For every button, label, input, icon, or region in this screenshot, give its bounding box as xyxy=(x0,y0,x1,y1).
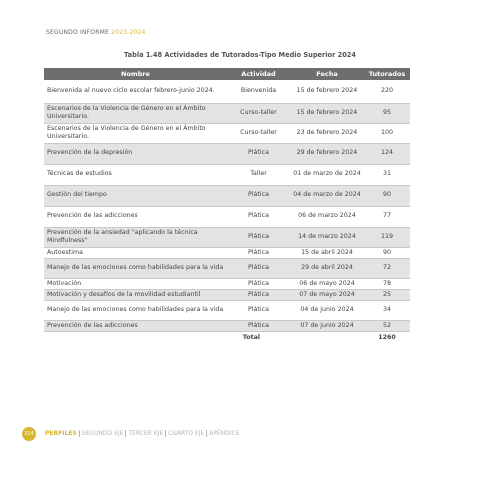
cell-fecha: 01 de marzo de 2024 xyxy=(290,164,364,185)
cell-tutorados: 119 xyxy=(364,227,410,247)
cell-actividad: Plática xyxy=(227,206,290,227)
cell-tutorados: 124 xyxy=(364,143,410,164)
cell-fecha: 04 de junio 2024 xyxy=(290,300,364,320)
table-row xyxy=(44,227,410,247)
total-value: 1260 xyxy=(378,334,396,342)
nav-item-apendice[interactable]: APÉNDICE xyxy=(206,430,241,437)
cell-tutorados: 90 xyxy=(364,185,410,206)
table-row xyxy=(44,80,410,103)
table-row xyxy=(44,123,410,143)
cell-fecha: 23 de febrero 2024 xyxy=(290,123,364,143)
cell-nombre: Autoestima xyxy=(44,247,227,258)
table-row xyxy=(44,289,410,300)
cell-tutorados: 78 xyxy=(364,278,410,289)
cell-actividad: Plática xyxy=(227,143,290,164)
column-header-tutorados: Tutorados xyxy=(364,68,410,80)
cell-actividad: Plática xyxy=(227,185,290,206)
report-header xyxy=(46,29,146,36)
cell-actividad: Plática xyxy=(227,258,290,278)
cell-fecha: 07 de mayo 2024 xyxy=(290,289,364,300)
table-title: Tabla 1.48 Actividades de Tutorados-Tipo Medio Superior 2024 xyxy=(124,51,356,59)
cell-tutorados: 31 xyxy=(364,164,410,185)
cell-fecha: 14 de marzo 2024 xyxy=(290,227,364,247)
cell-actividad: Plática xyxy=(227,227,290,247)
cell-tutorados: 72 xyxy=(364,258,410,278)
nav-item-segundo-eje[interactable]: SEGUNDO EJE xyxy=(79,430,126,437)
cell-nombre: Motivación xyxy=(44,278,227,289)
column-header-fecha: Fecha xyxy=(290,68,364,80)
table-row xyxy=(44,164,410,185)
cell-fecha: 29 de abril 2024 xyxy=(290,258,364,278)
table-row xyxy=(44,143,410,164)
total-label: Total xyxy=(242,334,260,342)
table-row xyxy=(44,300,410,320)
report-name: SEGUNDO INFORME xyxy=(46,29,109,36)
cell-fecha: 07 de junio 2024 xyxy=(290,320,364,331)
cell-actividad: Plática xyxy=(227,320,290,331)
table-row xyxy=(44,103,410,123)
cell-nombre: Técnicas de estudios xyxy=(44,164,227,185)
cell-nombre: Motivación y desafíos de la movilidad estudiantil xyxy=(44,289,227,300)
cell-tutorados: 34 xyxy=(364,300,410,320)
cell-tutorados: 90 xyxy=(364,247,410,258)
cell-actividad: Curso-taller xyxy=(227,123,290,143)
table-row xyxy=(44,320,410,331)
cell-fecha: 15 de abril 2024 xyxy=(290,247,364,258)
cell-tutorados: 77 xyxy=(364,206,410,227)
cell-tutorados: 52 xyxy=(364,320,410,331)
cell-nombre: Manejo de las emociones como habilidades para la vida xyxy=(44,300,227,320)
total-spacer xyxy=(290,331,364,345)
cell-nombre: Manejo de las emociones como habilidades para la vida xyxy=(44,258,227,278)
nav-item-cuarto-eje[interactable]: CUARTO EJE xyxy=(165,430,206,437)
table-row xyxy=(44,247,410,258)
table-header-row xyxy=(44,68,410,80)
cell-actividad: Plática xyxy=(227,289,290,300)
cell-fecha: 06 de marzo 2024 xyxy=(290,206,364,227)
cell-actividad: Plática xyxy=(227,300,290,320)
cell-actividad: Curso-taller xyxy=(227,103,290,123)
activities-table xyxy=(44,68,410,345)
table-row xyxy=(44,278,410,289)
table-row xyxy=(44,206,410,227)
cell-nombre: Prevención de la depresión xyxy=(44,143,227,164)
nav-item-tercer-eje[interactable]: TERCER EJE xyxy=(125,430,165,437)
cell-actividad: Bienvenida xyxy=(227,80,290,103)
report-years: 2023-2024 xyxy=(111,29,146,36)
cell-fecha: 29 de febrero 2024 xyxy=(290,143,364,164)
nav-item-perfiles[interactable]: PERFILES xyxy=(45,430,77,437)
total-row xyxy=(44,331,410,345)
cell-tutorados: 100 xyxy=(364,123,410,143)
table-row xyxy=(44,258,410,278)
column-header-actividad: Actividad xyxy=(227,68,290,80)
page-number: 324 xyxy=(22,427,36,441)
cell-nombre: Escenarios de la Violencia de Género en el Ámbito Universitario. xyxy=(44,103,227,123)
cell-nombre: Prevención de las adicciones xyxy=(44,206,227,227)
cell-actividad: Plática xyxy=(227,247,290,258)
cell-tutorados: 95 xyxy=(364,103,410,123)
cell-fecha: 06 de mayo 2024 xyxy=(290,278,364,289)
cell-fecha: 04 de marzo de 2024 xyxy=(290,185,364,206)
column-header-nombre: Nombre xyxy=(44,68,227,80)
cell-nombre: Bienvenida al nuevo ciclo escolar febrero-junio 2024. xyxy=(44,80,227,103)
cell-nombre: Gestión del tiempo xyxy=(44,185,227,206)
cell-tutorados: 25 xyxy=(364,289,410,300)
cell-actividad: Taller xyxy=(227,164,290,185)
cell-fecha: 15 de febrero 2024 xyxy=(290,103,364,123)
cell-nombre: Prevención de las adicciones xyxy=(44,320,227,331)
table-row xyxy=(44,185,410,206)
cell-nombre: Escenarios de la Violencia de Género en el Ámbito Universitario. xyxy=(44,123,227,143)
cell-nombre: Prevención de la ansiedad "aplicando la técnica Mindfulness" xyxy=(44,227,227,247)
cell-tutorados: 220 xyxy=(364,80,410,103)
page-footer xyxy=(0,427,480,441)
section-nav xyxy=(45,430,242,437)
cell-actividad: Plática xyxy=(227,278,290,289)
cell-fecha: 15 de febrero 2024 xyxy=(290,80,364,103)
